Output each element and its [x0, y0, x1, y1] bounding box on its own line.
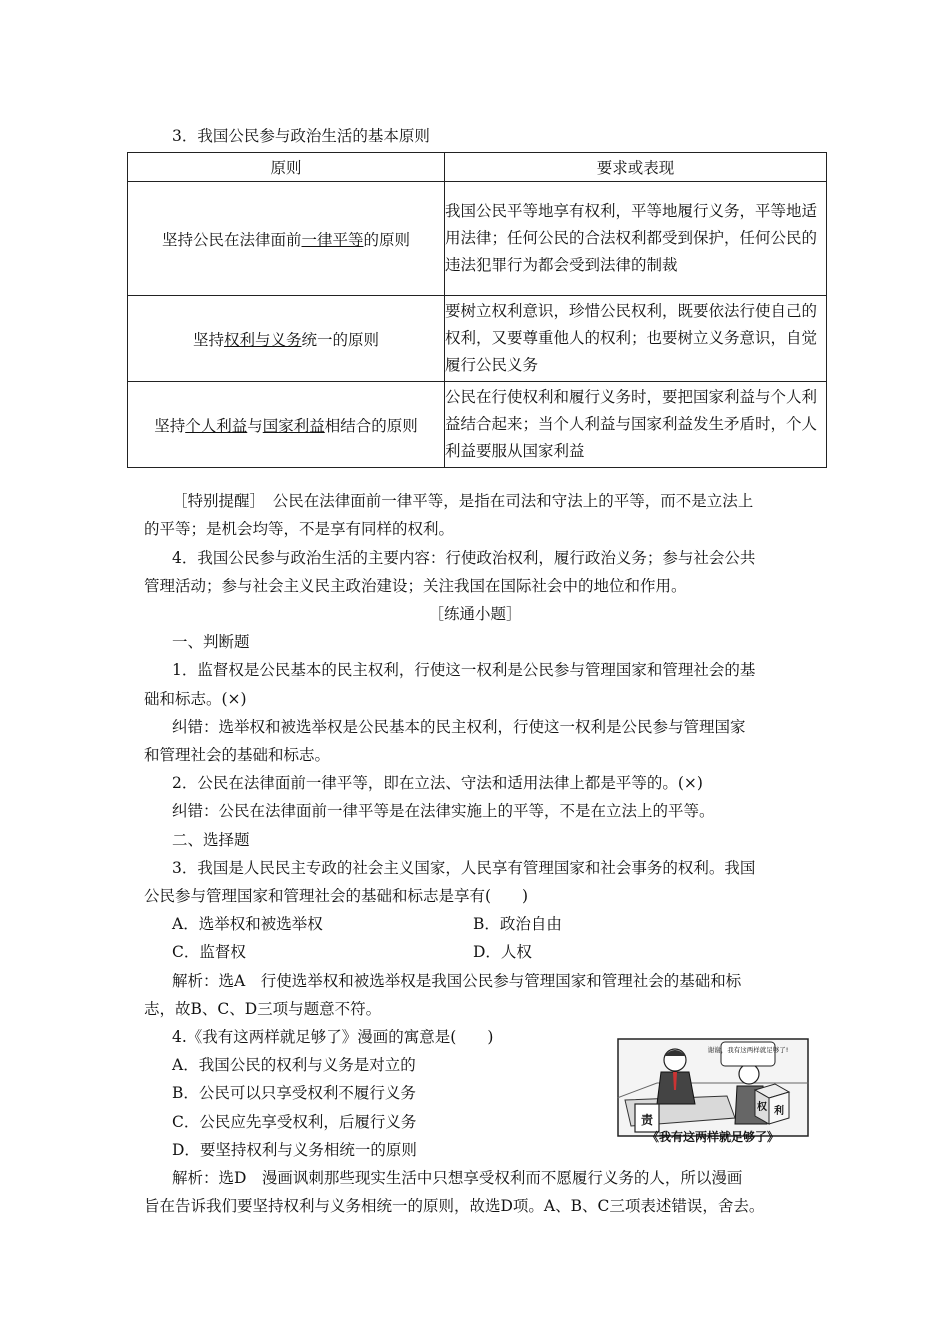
rights-box-label-2: 利	[774, 1106, 784, 1117]
q2-fix-line-1: 纠错：公民在法律面前一律平等是在法律实施上的平等，不是在立法上的平等。	[172, 802, 715, 820]
cartoon-caption: 《我有这两样就足够了》	[646, 1130, 779, 1144]
principle-cell: 坚持个人利益与国家利益相结合的原则	[128, 382, 445, 468]
part1-title: 一、判断题	[172, 633, 250, 651]
reminder-line-1: ［特别提醒］ 公民在法律面前一律平等，是指在司法和守法上的平等，而不是立法上	[172, 492, 754, 510]
q1-line-2: 础和标志。(×)	[144, 690, 247, 708]
section4-line-2: 管理活动；参与社会主义民主政治建设；关注我国在国际社会中的地位和作用。	[144, 577, 687, 595]
principles-table	[127, 152, 827, 468]
rights-box-label-1: 权	[757, 1102, 767, 1113]
q4-answer-line-2: 旨在告诉我们要坚持权利与义务相统一的原则，故选D项。A、B、C三项表述错误，舍去。	[144, 1197, 765, 1215]
q3-answer-line-2: 志，故B、C、D三项与题意不符。	[144, 1000, 382, 1018]
duty-crate-label: 责	[640, 1113, 654, 1127]
requirement-cell: 公民在行使权利和履行义务时，要把国家利益与个人利益结合起来；当个人利益与国家利益发生矛盾时，个人利益要服从国家利益	[445, 382, 827, 468]
section4-line-1: 4．我国公民参与政治生活的主要内容：行使政治权利，履行政治义务；参与社会公共	[172, 549, 756, 567]
q1-fix-line-2: 和管理社会的基础和标志。	[144, 746, 331, 764]
section3-heading: 3．我国公民参与政治生活的基本原则	[172, 127, 430, 145]
q4-line-1: 4.《我有这两样就足够了》漫画的寓意是( )	[172, 1028, 494, 1046]
table-row	[128, 382, 827, 468]
table-header-row	[128, 153, 827, 182]
q4-option-a: A．我国公民的权利与义务是对立的	[172, 1056, 416, 1074]
principle-cell: 坚持权利与义务统一的原则	[128, 296, 445, 382]
table-row	[128, 182, 827, 296]
requirement-cell: 我国公民平等地享有权利，平等地履行义务，平等地适用法律；任何公民的合法权利都受到保护，任何公民的违法犯罪行为都会受到法律的制裁	[445, 182, 827, 296]
q4-option-c: C．公民应先享受权利，后履行义务	[172, 1113, 417, 1131]
header-principle: 原则	[128, 153, 445, 182]
q4-answer-line-1: 解析：选D 漫画讽刺那些现实生活中只想享受权利而不愿履行义务的人，所以漫画	[172, 1169, 743, 1187]
table-row	[128, 296, 827, 382]
q2-line-1: 2．公民在法律面前一律平等，即在立法、守法和适用法律上都是平等的。(×)	[172, 774, 703, 792]
q3-option-a: A．选举权和被选举权	[172, 915, 323, 933]
q3-option-c: C．监督权	[172, 943, 246, 961]
practice-title: ［练通小题］	[428, 605, 522, 623]
reminder-line-2: 的平等；是机会均等，不是享有同样的权利。	[144, 520, 455, 538]
q3-option-b: B．政治自由	[473, 915, 562, 933]
q3-answer-line-1: 解析：选A 行使选举权和被选举权是我国公民参与管理国家和管理社会的基础和标	[172, 972, 742, 990]
part2-title: 二、选择题	[172, 831, 250, 849]
q3-line-1: 3．我国是人民民主专政的社会主义国家，人民享有管理国家和社会事务的权利。我国	[172, 859, 756, 877]
q4-option-b: B．公民可以只享受权利不履行义务	[172, 1084, 416, 1102]
rights-box	[755, 1084, 789, 1124]
requirement-cell: 要树立权利意识，珍惜公民权利，既要依法行使自己的权利，又要尊重他人的权利；也要树立义务意识，自觉履行公民义务	[445, 296, 827, 382]
q1-line-1: 1．监督权是公民基本的民主权利，行使这一权利是公民参与管理国家和管理社会的基	[172, 661, 756, 679]
q3-option-d: D．人权	[473, 943, 532, 961]
principle-cell: 坚持公民在法律面前一律平等的原则	[128, 182, 445, 296]
q1-fix-line-1: 纠错：选举权和被选举权是公民基本的民主权利，行使这一权利是公民参与管理国家	[172, 718, 746, 736]
q4-option-d: D．要坚持权利与义务相统一的原则	[172, 1141, 417, 1159]
q3-line-2: 公民参与管理国家和管理社会的基础和标志是享有( )	[144, 887, 529, 905]
header-requirement: 要求或表现	[445, 153, 827, 182]
speech-bubble-text: 谢谢，我有这两样就足够了!	[707, 1046, 789, 1054]
